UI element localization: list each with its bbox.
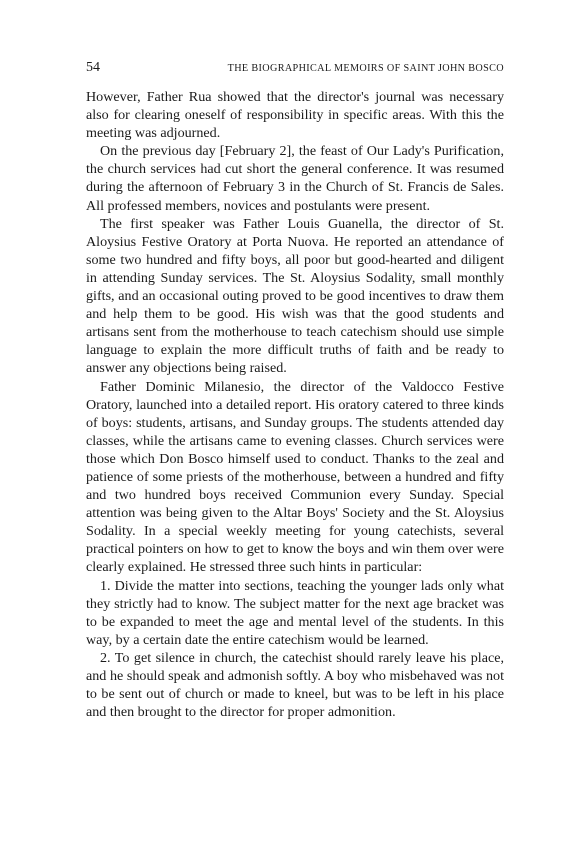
paragraph-guanella-report: The first speaker was Father Louis Guanella, the director of St. Aloysius Festive Oratory at Porta Nuova. He reported an attendance of some two hundred and fifty boys, all poor but good-hearted and diligent in attending Sunday services. The St. Aloysius Sodality, small monthly gifts, and an occasional outing proved to be good incentives to draw them and help them to be good. His wish was that the good students and artisans sent from the motherhouse to teach catechism should use simple language to explain the more difficult truths of faith and be ready to answer any objections being raised. xyxy=(86,215,504,377)
list-item-hint-2: 2. To get silence in church, the catechist should rarely leave his place, and he should speak and admonish softly. A boy who misbehaved was not to be sent out of church or made to kneel, but was to be left in his place and then brought to the director for proper admonition. xyxy=(86,649,504,721)
paragraph-milanesio-report: Father Dominic Milanesio, the director of the Valdocco Festive Oratory, launched into a detailed report. His oratory catered to three kinds of boys: students, artisans, and Sunday groups. The students attended day classes, while the artisans came to evening classes. Church services were those which Don Bosco himself used to conduct. Thanks to the zeal and patience of some priests of the motherhouse, between a hundred and fifty and two hundred boys received Communion every Sunday. Special attention was being given to the Altar Boys' Society and the St. Aloysius Sodality. In a special weekly meeting for young catechists, several practical pointers on how to get to know the boys and win them over were clearly explained. He stressed three such hints in particular: xyxy=(86,378,505,576)
list-item-hint-1: 1. Divide the matter into sections, teaching the younger lads only what they strictly had to know. The subject matter for the next age bracket was to be expanded to meet the age and mental level of the students. In this way, by a certain date the entire catechism would be learned. xyxy=(86,577,504,648)
running-head xyxy=(86,60,504,78)
text-body xyxy=(86,88,504,721)
book-page xyxy=(86,60,504,721)
page-number: 54 xyxy=(86,60,100,75)
paragraph-continuation: However, Father Rua showed that the director's journal was necessary also for clearing oneself of responsibility in specific areas. With this the meeting was adjourned. xyxy=(86,89,504,142)
running-title: THE BIOGRAPHICAL MEMOIRS OF SAINT JOHN BOSCO xyxy=(227,63,504,74)
paragraph-purification: On the previous day [February 2], the feast of Our Lady's Purification, the church services had cut short the general conference. It was resumed during the afternoon of February 3 in the Church of St. Francis de Sales. All professed members, novices and postulants were present. xyxy=(86,143,504,214)
